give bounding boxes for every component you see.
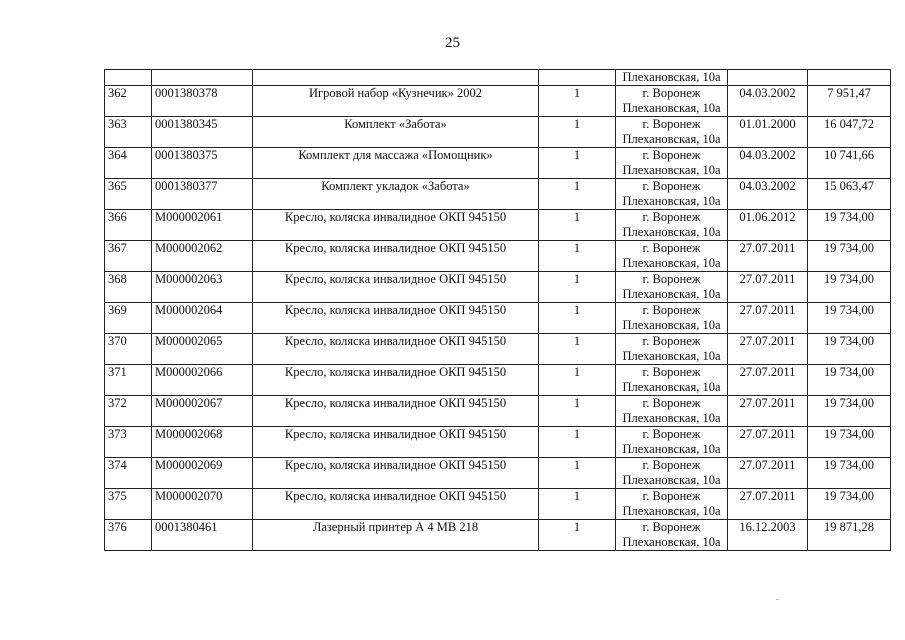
date-cell: 27.07.2011 [728,427,808,458]
price-cell: 10 741,66 [808,148,891,179]
address-line-2: Плехановская, 10а [622,194,721,208]
row-number-cell: 362 [105,86,152,117]
row-number-cell: 369 [105,303,152,334]
inventory-code-cell: 0001380461 [152,520,253,551]
row-number-cell: 371 [105,365,152,396]
item-name-cell: Комплект «Забота» [253,117,539,148]
date-cell [728,70,808,86]
date-cell: 27.07.2011 [728,365,808,396]
quantity-cell: 1 [539,241,616,272]
inventory-code-cell: 0001380375 [152,148,253,179]
inventory-code-cell [152,70,253,86]
date-cell: 27.07.2011 [728,489,808,520]
table-row [105,86,891,117]
date-cell: 01.01.2000 [728,117,808,148]
address-cell [616,272,728,303]
address-line-1: г. Воронеж [642,520,701,534]
address-line-1: г. Воронеж [642,396,701,410]
address-line-1: г. Воронеж [642,458,701,472]
item-name-cell: Кресло, коляска инвалидное ОКП 945150 [253,489,539,520]
address-line-2: Плехановская, 10а [622,473,721,487]
date-cell: 16.12.2003 [728,520,808,551]
price-cell: 19 734,00 [808,458,891,489]
row-number-cell: 365 [105,179,152,210]
item-name-cell [253,70,539,86]
quantity-cell: 1 [539,396,616,427]
table-row [105,489,891,520]
address-line-2: Плехановская, 10а [622,256,721,270]
item-name-cell: Кресло, коляска инвалидное ОКП 945150 [253,272,539,303]
inventory-code-cell: 0001380377 [152,179,253,210]
row-number-cell: 364 [105,148,152,179]
row-number-cell: 368 [105,272,152,303]
address-cell [616,489,728,520]
date-cell: 27.07.2011 [728,334,808,365]
table-row [105,396,891,427]
address-line-2: Плехановская, 10а [622,504,721,518]
quantity-cell: 1 [539,458,616,489]
address-line-1: г. Воронеж [642,210,701,224]
quantity-cell: 1 [539,365,616,396]
inventory-code-cell: М000002064 [152,303,253,334]
address-line-1: г. Воронеж [642,241,701,255]
inventory-code-cell: М000002070 [152,489,253,520]
price-cell: 19 734,00 [808,303,891,334]
inventory-table [104,69,891,551]
address-cell [616,396,728,427]
address-cell [616,86,728,117]
row-number-cell: 374 [105,458,152,489]
item-name-cell: Игровой набор «Кузнечик» 2002 [253,86,539,117]
price-cell: 19 734,00 [808,210,891,241]
address-line-2: Плехановская, 10а [622,535,721,549]
address-line-2: Плехановская, 10а [622,101,721,115]
address-cell [616,210,728,241]
address-line-1: г. Воронеж [642,489,701,503]
quantity-cell: 1 [539,86,616,117]
address-line-2: Плехановская, 10а [622,349,721,363]
quantity-cell: 1 [539,272,616,303]
table-row [105,241,891,272]
address-line-2: Плехановская, 10а [622,163,721,177]
quantity-cell: 1 [539,427,616,458]
address-line-1: г. Воронеж [642,365,701,379]
inventory-code-cell: М000002062 [152,241,253,272]
quantity-cell [539,70,616,86]
date-cell: 04.03.2002 [728,179,808,210]
table-row [105,427,891,458]
price-cell: 19 734,00 [808,427,891,458]
date-cell: 27.07.2011 [728,303,808,334]
quantity-cell: 1 [539,303,616,334]
date-cell: 27.07.2011 [728,272,808,303]
row-number-cell: 370 [105,334,152,365]
address-line-2: Плехановская, 10а [622,411,721,425]
address-cell [616,179,728,210]
date-cell: 27.07.2011 [728,241,808,272]
address-line-2: Плехановская, 10а [622,442,721,456]
price-cell: 15 063,47 [808,179,891,210]
item-name-cell: Кресло, коляска инвалидное ОКП 945150 [253,210,539,241]
table-row [105,520,891,551]
address-cell [616,117,728,148]
price-cell: 19 734,00 [808,489,891,520]
quantity-cell: 1 [539,210,616,241]
table-row [105,303,891,334]
address-line-1: г. Воронеж [642,427,701,441]
address-line-2: Плехановская, 10а [622,225,721,239]
address-cell [616,148,728,179]
inventory-code-cell: М000002065 [152,334,253,365]
item-name-cell: Кресло, коляска инвалидное ОКП 945150 [253,303,539,334]
address-line-1: г. Воронеж [642,117,701,131]
row-number-cell: 376 [105,520,152,551]
table-row [105,148,891,179]
address-line-2: Плехановская, 10а [622,70,721,84]
inventory-code-cell: 0001380378 [152,86,253,117]
price-cell: 19 734,00 [808,272,891,303]
row-number-cell: 372 [105,396,152,427]
quantity-cell: 1 [539,179,616,210]
inventory-code-cell: М000002067 [152,396,253,427]
quantity-cell: 1 [539,117,616,148]
address-line-2: Плехановская, 10а [622,380,721,394]
inventory-code-cell: М000002063 [152,272,253,303]
date-cell: 01.06.2012 [728,210,808,241]
table-row [105,272,891,303]
quantity-cell: 1 [539,148,616,179]
address-line-2: Плехановская, 10а [622,318,721,332]
address-cell [616,427,728,458]
inventory-code-cell: М000002066 [152,365,253,396]
date-cell: 04.03.2002 [728,86,808,117]
item-name-cell: Кресло, коляска инвалидное ОКП 945150 [253,427,539,458]
scan-mark [776,599,779,600]
quantity-cell: 1 [539,489,616,520]
address-cell [616,520,728,551]
item-name-cell: Комплект укладок «Забота» [253,179,539,210]
item-name-cell: Лазерный принтер А 4 МВ 218 [253,520,539,551]
item-name-cell: Кресло, коляска инвалидное ОКП 945150 [253,334,539,365]
address-line-1: г. Воронеж [642,86,701,100]
address-cell [616,458,728,489]
page-number: 25 [445,35,460,51]
address-line-2: Плехановская, 10а [622,287,721,301]
date-cell: 27.07.2011 [728,458,808,489]
table-row [105,210,891,241]
inventory-code-cell: 0001380345 [152,117,253,148]
address-cell [616,303,728,334]
address-line-1: г. Воронеж [642,303,701,317]
inventory-code-cell: М000002069 [152,458,253,489]
quantity-cell: 1 [539,520,616,551]
address-cell [616,334,728,365]
price-cell: 19 734,00 [808,334,891,365]
table-row [105,365,891,396]
address-line-1: г. Воронеж [642,179,701,193]
row-number-cell: 375 [105,489,152,520]
inventory-code-cell: М000002061 [152,210,253,241]
address-line-1: г. Воронеж [642,334,701,348]
row-number-cell: 363 [105,117,152,148]
item-name-cell: Кресло, коляска инвалидное ОКП 945150 [253,396,539,427]
address-cell [616,365,728,396]
row-number-cell [105,70,152,86]
address-line-2: Плехановская, 10а [622,132,721,146]
row-number-cell: 373 [105,427,152,458]
price-cell: 7 951,47 [808,86,891,117]
price-cell: 19 871,28 [808,520,891,551]
address-cell [616,241,728,272]
item-name-cell: Кресло, коляска инвалидное ОКП 945150 [253,241,539,272]
price-cell: 19 734,00 [808,241,891,272]
table-row [105,117,891,148]
address-line-1: г. Воронеж [642,148,701,162]
table-body [105,70,891,551]
quantity-cell: 1 [539,334,616,365]
table-row [105,334,891,365]
item-name-cell: Кресло, коляска инвалидное ОКП 945150 [253,365,539,396]
price-cell: 19 734,00 [808,365,891,396]
item-name-cell: Кресло, коляска инвалидное ОКП 945150 [253,458,539,489]
table-row [105,458,891,489]
date-cell: 04.03.2002 [728,148,808,179]
row-number-cell: 367 [105,241,152,272]
inventory-code-cell: М000002068 [152,427,253,458]
item-name-cell: Комплект для массажа «Помощник» [253,148,539,179]
address-line-1: г. Воронеж [642,272,701,286]
price-cell: 16 047,72 [808,117,891,148]
price-cell: 19 734,00 [808,396,891,427]
date-cell: 27.07.2011 [728,396,808,427]
continued-row [105,70,891,86]
table-row [105,179,891,210]
price-cell [808,70,891,86]
row-number-cell: 366 [105,210,152,241]
address-cell [616,70,728,86]
